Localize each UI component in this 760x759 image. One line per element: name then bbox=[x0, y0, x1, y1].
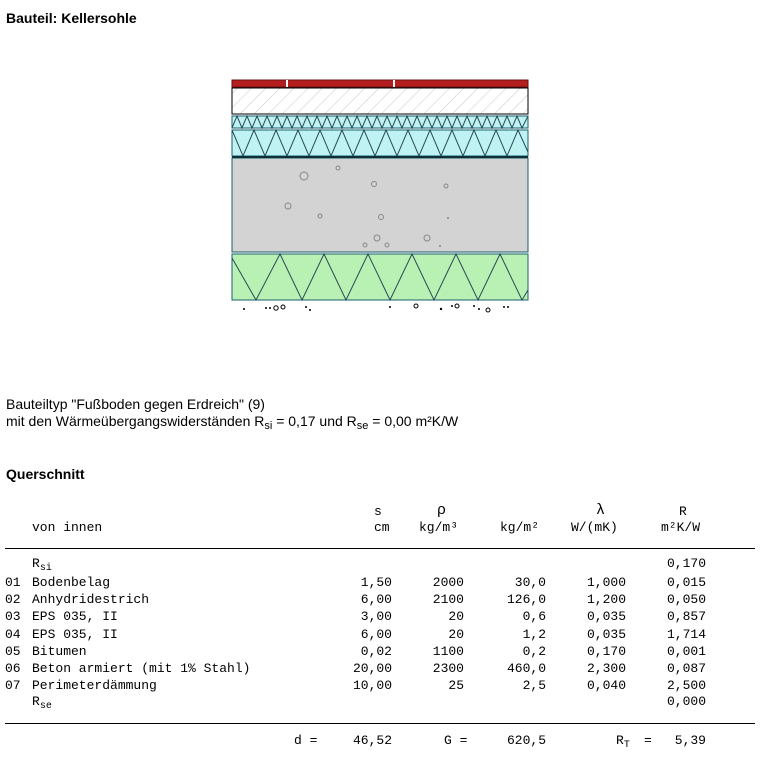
table-row-rsi bbox=[0, 556, 760, 573]
layer-eps-1 bbox=[232, 116, 528, 128]
rsi-value: 0,170 bbox=[666, 556, 706, 571]
layer-screed bbox=[232, 88, 528, 114]
cell-s: 6,00 bbox=[360, 592, 392, 608]
cell-no: 07 bbox=[5, 678, 21, 694]
cell-mass: 0,2 bbox=[522, 643, 546, 659]
col-lambda-symbol: λ bbox=[596, 502, 606, 519]
table-row bbox=[0, 609, 760, 626]
cell-name: Anhydridestrich bbox=[32, 592, 150, 608]
cell-name: Bitumen bbox=[32, 643, 87, 659]
col-r-symbol: R bbox=[679, 504, 687, 519]
cell-name: EPS 035, II bbox=[32, 626, 118, 642]
page-title: Bauteil: Kellersohle bbox=[6, 10, 137, 26]
surface-resistance-line: mit den Wärmeübergangswiderständen $R_{si} = 0,17$ und $R_{se} = 0,00$ m²K/W bbox=[6, 413, 459, 432]
g-value: 620,5 bbox=[506, 733, 546, 748]
cell-rho: 25 bbox=[448, 678, 464, 694]
cell-s: 20,00 bbox=[352, 661, 392, 676]
cell-mass: 1,2 bbox=[522, 626, 546, 642]
cell-lambda: 0,040 bbox=[586, 678, 626, 694]
layer-eps-2 bbox=[232, 130, 528, 156]
cell-r: 0,050 bbox=[666, 592, 706, 608]
cell-r: 1,714 bbox=[666, 626, 706, 642]
rt-equals: = bbox=[644, 733, 652, 748]
cell-no: 03 bbox=[5, 609, 21, 625]
cell-name: Beton armiert (mit 1% Stahl) bbox=[32, 661, 251, 676]
cell-rho: 1100 bbox=[432, 643, 464, 659]
cell-s: 3,00 bbox=[360, 609, 392, 625]
col-lambda-unit: W/(mK) bbox=[571, 520, 618, 535]
table-row bbox=[0, 575, 760, 592]
cell-no: 01 bbox=[5, 575, 21, 590]
table-row bbox=[0, 644, 760, 661]
cell-r: 0,015 bbox=[666, 575, 706, 590]
cell-r: 0,857 bbox=[666, 609, 706, 625]
header-divider bbox=[5, 548, 755, 549]
cell-name: EPS 035, II bbox=[32, 609, 118, 625]
cell-name: Perimeterdämmung bbox=[32, 678, 157, 694]
col-mass-unit: kg/m² bbox=[500, 520, 540, 535]
cell-rho: 20 bbox=[448, 609, 464, 625]
cell-s: 10,00 bbox=[352, 678, 392, 694]
cell-rho: 2100 bbox=[432, 592, 464, 608]
col-name-label: von innen bbox=[32, 520, 103, 535]
layer-floor-covering bbox=[232, 80, 528, 87]
col-rho-symbol: ρ bbox=[437, 502, 447, 519]
table-row-rse bbox=[0, 694, 760, 711]
cell-rho: 2000 bbox=[432, 575, 464, 590]
layer-perimeter-insulation bbox=[232, 254, 528, 300]
table-row bbox=[0, 661, 760, 678]
cross-section-diagram bbox=[0, 0, 760, 320]
cell-lambda: 1,000 bbox=[586, 575, 626, 590]
table-row bbox=[0, 678, 760, 695]
section-title: Querschnitt bbox=[6, 466, 85, 482]
soil-marks bbox=[243, 304, 509, 312]
cell-no: 05 bbox=[5, 643, 21, 659]
cell-lambda: 0,035 bbox=[586, 626, 626, 642]
rt-value: 5,39 bbox=[674, 733, 706, 748]
cell-s: 1,50 bbox=[360, 575, 392, 590]
col-r-unit: m²K/W bbox=[661, 520, 701, 535]
cell-mass: 460,0 bbox=[506, 661, 546, 676]
d-value: 46,52 bbox=[352, 733, 392, 748]
cell-rho: 20 bbox=[448, 626, 464, 642]
layer-concrete bbox=[232, 158, 528, 252]
col-s-symbol: s bbox=[374, 504, 382, 519]
cell-lambda: 0,170 bbox=[586, 643, 626, 659]
cell-mass: 30,0 bbox=[514, 575, 546, 590]
rt-label: $R_T$ bbox=[616, 733, 630, 751]
cell-lambda: 2,300 bbox=[586, 661, 626, 676]
table-row bbox=[0, 592, 760, 609]
cell-r: 0,001 bbox=[666, 643, 706, 659]
g-label: G = bbox=[444, 733, 468, 748]
rse-label: $R_{se}$ bbox=[32, 694, 52, 712]
cell-lambda: 0,035 bbox=[586, 609, 626, 625]
col-rho-unit: kg/m³ bbox=[419, 520, 459, 535]
rsi-label: $R_{si}$ bbox=[32, 556, 52, 574]
totals-row bbox=[0, 733, 760, 750]
cell-no: 04 bbox=[5, 626, 21, 642]
col-s-unit: cm bbox=[374, 520, 390, 535]
d-label: d = bbox=[294, 733, 318, 748]
cell-mass: 0,6 bbox=[522, 609, 546, 625]
cell-mass: 2,5 bbox=[522, 678, 546, 694]
cell-rho: 2300 bbox=[432, 661, 464, 676]
cell-no: 02 bbox=[5, 592, 21, 608]
table-row bbox=[0, 627, 760, 644]
cell-name: Bodenbelag bbox=[32, 575, 111, 590]
totals-divider bbox=[5, 723, 755, 724]
cell-mass: 126,0 bbox=[506, 592, 546, 608]
cell-s: 0,02 bbox=[360, 643, 392, 659]
cell-no: 06 bbox=[5, 661, 21, 676]
component-type-line: Bauteiltyp "Fußboden gegen Erdreich" (9) bbox=[6, 396, 265, 412]
rse-value: 0,000 bbox=[666, 694, 706, 709]
cell-lambda: 1,200 bbox=[586, 592, 626, 608]
cell-s: 6,00 bbox=[360, 626, 392, 642]
cell-r: 0,087 bbox=[666, 661, 706, 676]
cell-r: 2,500 bbox=[666, 678, 706, 694]
